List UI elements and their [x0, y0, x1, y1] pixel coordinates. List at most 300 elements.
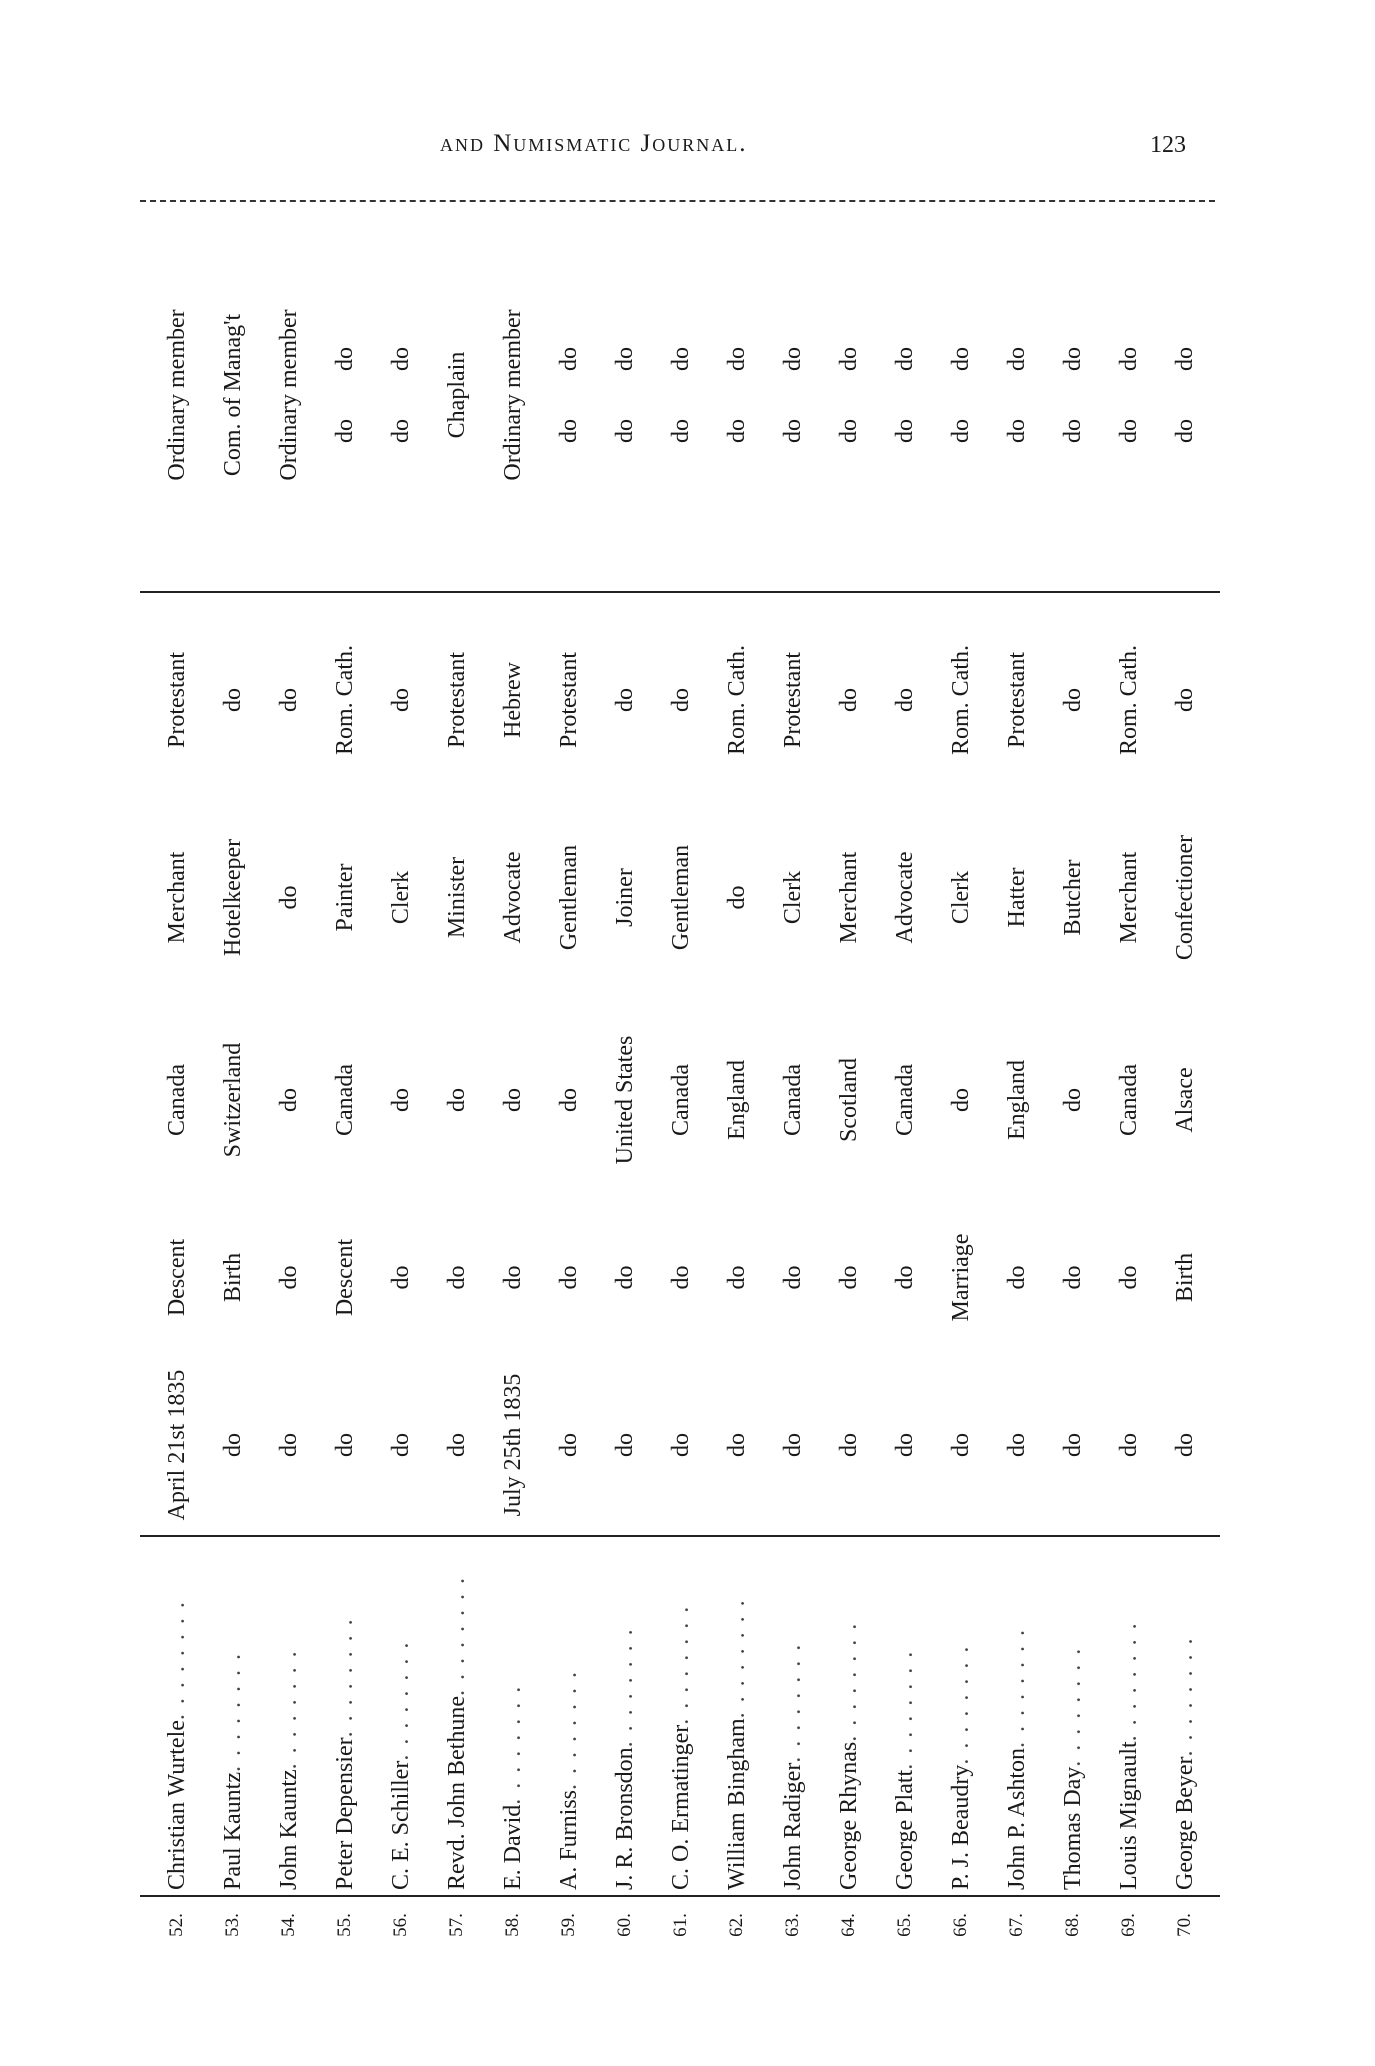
- admission-date-cell: [598, 1360, 652, 1530]
- origin-type: do: [1115, 1265, 1142, 1290]
- birthplace-cell: [486, 1000, 540, 1200]
- leader-dots: . . . . . . . .: [891, 1649, 918, 1770]
- occupation: Gentleman: [667, 844, 694, 951]
- member-name-cell: [206, 1545, 260, 1890]
- occupation: Gentleman: [555, 844, 582, 951]
- origin-type-cell: [150, 1205, 204, 1350]
- admission-date: do: [1059, 1433, 1086, 1457]
- table-row: [150, 205, 204, 1945]
- occupation-cell: [934, 805, 988, 990]
- table-row: [934, 205, 988, 1945]
- member-name-cell: [430, 1545, 484, 1890]
- religion-cell: [822, 600, 876, 800]
- row-number-cell: [598, 1905, 652, 1945]
- birthplace-cell: [710, 1000, 764, 1200]
- occupation-cell: [374, 805, 428, 990]
- admission-date-cell: [990, 1360, 1044, 1530]
- table-row: [1102, 205, 1156, 1945]
- society-role-cell: [710, 205, 764, 585]
- row-number: 59.: [558, 1913, 579, 1937]
- religion-cell: [934, 600, 988, 800]
- row-number-cell: [374, 1905, 428, 1945]
- society-role-cell: [766, 205, 820, 585]
- row-number-cell: [1158, 1905, 1212, 1945]
- admission-date-cell: [766, 1360, 820, 1530]
- leader-dots: . . . . . . . .: [275, 1649, 302, 1770]
- occupation: Advocate: [891, 851, 918, 944]
- religion-cell: [486, 600, 540, 800]
- origin-type: do: [1003, 1265, 1030, 1290]
- religion: Hebrew: [499, 662, 526, 738]
- admission-date: do: [947, 1433, 974, 1457]
- row-number-cell: [654, 1905, 708, 1945]
- religion: do: [891, 688, 918, 712]
- row-number-cell: [206, 1905, 260, 1945]
- occupation-cell: [430, 805, 484, 990]
- society-role-cell: [262, 205, 316, 585]
- society-role: do do: [555, 347, 582, 443]
- origin-type: Birth: [1171, 1252, 1198, 1303]
- origin-type-cell: [1046, 1205, 1100, 1350]
- admission-date-cell: [878, 1360, 932, 1530]
- origin-type-cell: [430, 1205, 484, 1350]
- religion: do: [1059, 688, 1086, 712]
- admission-date-cell: [206, 1360, 260, 1530]
- admission-date-cell: [1102, 1360, 1156, 1530]
- religion-cell: [654, 600, 708, 800]
- row-number-cell: [822, 1905, 876, 1945]
- leader-dots: . . . . . . . .: [555, 1669, 582, 1790]
- religion: do: [387, 688, 414, 712]
- occupation: Merchant: [835, 851, 862, 944]
- member-name: John Kauntz: [275, 1769, 302, 1890]
- birthplace: Scotland: [835, 1058, 862, 1142]
- admission-date: do: [387, 1433, 414, 1457]
- occupation-cell: [150, 805, 204, 990]
- society-role: do do: [1171, 347, 1198, 443]
- leader-dots: . . . . . . . .: [835, 1621, 862, 1742]
- member-name-cell: [1102, 1545, 1156, 1890]
- row-number-cell: [1102, 1905, 1156, 1945]
- origin-type-cell: [934, 1205, 988, 1350]
- religion-cell: [1102, 600, 1156, 800]
- origin-type: do: [443, 1265, 470, 1290]
- religion-cell: [374, 600, 428, 800]
- admission-date: do: [667, 1433, 694, 1457]
- row-number: 66.: [950, 1913, 971, 1937]
- admission-date: do: [1171, 1433, 1198, 1457]
- leader-dots: . . . . . . . .: [499, 1684, 526, 1805]
- row-number: 70.: [1174, 1913, 1195, 1937]
- occupation: Clerk: [947, 870, 974, 925]
- row-number: 52.: [166, 1913, 187, 1937]
- row-number-cell: [710, 1905, 764, 1945]
- origin-type-cell: [486, 1205, 540, 1350]
- admission-date: do: [555, 1433, 582, 1457]
- origin-type-cell: [1102, 1205, 1156, 1350]
- column-rule: [140, 591, 1220, 593]
- table-row: [1158, 205, 1212, 1945]
- birthplace: England: [1003, 1060, 1030, 1140]
- society-role-cell: [1158, 205, 1212, 585]
- row-number: 68.: [1062, 1913, 1083, 1937]
- member-name-cell: [598, 1545, 652, 1890]
- leader-dots: . . . . . . . .: [1115, 1621, 1142, 1742]
- society-role: do do: [1059, 347, 1086, 443]
- religion-cell: [150, 600, 204, 800]
- birthplace-cell: [822, 1000, 876, 1200]
- admission-date-cell: [1046, 1360, 1100, 1530]
- occupation-cell: [822, 805, 876, 990]
- birthplace: Canada: [1115, 1064, 1142, 1136]
- origin-type: do: [275, 1265, 302, 1290]
- religion: do: [611, 688, 638, 712]
- origin-type: do: [723, 1265, 750, 1290]
- member-name: George Rhynas: [835, 1741, 862, 1890]
- religion: do: [219, 688, 246, 712]
- leader-dots: . . . . . . . .: [611, 1627, 638, 1748]
- row-number-cell: [990, 1905, 1044, 1945]
- occupation-cell: [990, 805, 1044, 990]
- admission-date-cell: [150, 1360, 204, 1530]
- leader-dots: . . . . . . . .: [1003, 1627, 1030, 1748]
- birthplace: Alsace: [1171, 1067, 1198, 1133]
- membership-table: [140, 205, 1220, 1945]
- occupation-cell: [878, 805, 932, 990]
- society-role: do do: [947, 347, 974, 443]
- birthplace: do: [387, 1088, 414, 1112]
- origin-type: Marriage: [947, 1233, 974, 1322]
- leader-dots: . . . . . . . .: [667, 1604, 694, 1725]
- origin-type-cell: [206, 1205, 260, 1350]
- member-name: A. Furniss: [555, 1789, 582, 1890]
- admission-date: do: [1003, 1433, 1030, 1457]
- occupation: Joiner: [611, 868, 638, 927]
- member-name: Paul Kauntz: [219, 1772, 246, 1890]
- table-row: [486, 205, 540, 1945]
- row-number-cell: [1046, 1905, 1100, 1945]
- origin-type: do: [891, 1265, 918, 1290]
- admission-date: do: [891, 1433, 918, 1457]
- birthplace-cell: [598, 1000, 652, 1200]
- origin-type: do: [779, 1265, 806, 1290]
- member-name: George Platt: [891, 1769, 918, 1890]
- table-row: [1046, 205, 1100, 1945]
- occupation-cell: [1158, 805, 1212, 990]
- row-number-cell: [486, 1905, 540, 1945]
- society-role-cell: [598, 205, 652, 585]
- row-number-cell: [934, 1905, 988, 1945]
- member-name: J. R. Bronsdon: [611, 1747, 638, 1890]
- society-role: do do: [387, 347, 414, 443]
- occupation: Confectioner: [1171, 834, 1198, 961]
- religion: Rom. Cath.: [947, 645, 974, 756]
- origin-type-cell: [766, 1205, 820, 1350]
- society-role: Chaplain: [443, 351, 470, 439]
- row-number-cell: [542, 1905, 596, 1945]
- admission-date: do: [779, 1433, 806, 1457]
- religion: do: [835, 688, 862, 712]
- column-rule: [140, 1895, 1220, 1897]
- column-rule: [140, 1535, 1220, 1537]
- row-number: 64.: [838, 1913, 859, 1937]
- member-name-cell: [1046, 1545, 1100, 1890]
- row-number-cell: [430, 1905, 484, 1945]
- member-name-cell: [990, 1545, 1044, 1890]
- admission-date: do: [1115, 1433, 1142, 1457]
- admission-date: do: [331, 1433, 358, 1457]
- leader-dots: . . . . . . . .: [387, 1640, 414, 1761]
- origin-type: Descent: [163, 1238, 190, 1317]
- table-row: [990, 205, 1044, 1945]
- member-name-cell: [150, 1545, 204, 1890]
- page-header: [0, 130, 1375, 170]
- member-name: John P. Ashton: [1003, 1747, 1030, 1890]
- table-row: [878, 205, 932, 1945]
- header-rule: [140, 200, 1215, 202]
- member-name: George Beyer: [1171, 1756, 1198, 1890]
- origin-type: Descent: [331, 1238, 358, 1317]
- birthplace: Switzerland: [219, 1042, 246, 1158]
- row-number: 54.: [278, 1913, 299, 1937]
- religion: do: [667, 688, 694, 712]
- society-role: do do: [723, 347, 750, 443]
- member-name: P. J. Beaudry: [947, 1764, 974, 1890]
- admission-date-cell: [318, 1360, 372, 1530]
- occupation-cell: [766, 805, 820, 990]
- birthplace: do: [947, 1088, 974, 1112]
- admission-date: do: [219, 1433, 246, 1457]
- origin-type-cell: [990, 1205, 1044, 1350]
- row-number: 53.: [222, 1913, 243, 1937]
- occupation: Butcher: [1059, 859, 1086, 936]
- member-name-cell: [542, 1545, 596, 1890]
- religion-cell: [206, 600, 260, 800]
- origin-type: do: [387, 1265, 414, 1290]
- birthplace: Canada: [163, 1064, 190, 1136]
- religion-cell: [430, 600, 484, 800]
- row-number-cell: [262, 1905, 316, 1945]
- origin-type-cell: [710, 1205, 764, 1350]
- origin-type: Birth: [219, 1252, 246, 1303]
- society-role: Com. of Manag't: [219, 313, 246, 477]
- society-role-cell: [206, 205, 260, 585]
- admission-date-cell: [374, 1360, 428, 1530]
- society-role-cell: [1046, 205, 1100, 585]
- occupation-cell: [598, 805, 652, 990]
- member-name: Louis Mignault: [1115, 1741, 1142, 1890]
- admission-date-cell: [1158, 1360, 1212, 1530]
- member-name: C. O. Ermatinger: [667, 1724, 694, 1890]
- religion-cell: [1158, 600, 1212, 800]
- leader-dots: . . . . . . . .: [779, 1642, 806, 1763]
- society-role: Ordinary member: [275, 309, 302, 481]
- birthplace: Canada: [331, 1064, 358, 1136]
- origin-type-cell: [598, 1205, 652, 1350]
- occupation-cell: [654, 805, 708, 990]
- birthplace-cell: [990, 1000, 1044, 1200]
- table-row: [262, 205, 316, 1945]
- birthplace: Canada: [667, 1064, 694, 1136]
- birthplace-cell: [542, 1000, 596, 1200]
- admission-date-cell: [430, 1360, 484, 1530]
- leader-dots: . . . . . . . .: [1059, 1646, 1086, 1767]
- birthplace-cell: [206, 1000, 260, 1200]
- member-name: Peter Depensier: [331, 1737, 358, 1890]
- origin-type-cell: [822, 1205, 876, 1350]
- leader-dots: . . . . . . . .: [163, 1600, 190, 1721]
- origin-type: do: [1059, 1265, 1086, 1290]
- member-name-cell: [654, 1545, 708, 1890]
- religion-cell: [766, 600, 820, 800]
- religion: do: [275, 688, 302, 712]
- birthplace-cell: [374, 1000, 428, 1200]
- religion-cell: [1046, 600, 1100, 800]
- society-role: do do: [779, 347, 806, 443]
- birthplace-cell: [878, 1000, 932, 1200]
- table-row: [710, 205, 764, 1945]
- member-name-cell: [878, 1545, 932, 1890]
- leader-dots: . . . . . . . .: [723, 1598, 750, 1719]
- society-role: do do: [835, 347, 862, 443]
- row-number-cell: [878, 1905, 932, 1945]
- religion-cell: [990, 600, 1044, 800]
- society-role: do do: [667, 347, 694, 443]
- origin-type-cell: [318, 1205, 372, 1350]
- table-row: [654, 205, 708, 1945]
- table-row: [766, 205, 820, 1945]
- table-row: [822, 205, 876, 1945]
- birthplace-cell: [430, 1000, 484, 1200]
- birthplace: England: [723, 1060, 750, 1140]
- society-role-cell: [430, 205, 484, 585]
- religion: Rom. Cath.: [723, 645, 750, 756]
- member-name-cell: [486, 1545, 540, 1890]
- society-role: Ordinary member: [499, 309, 526, 481]
- religion-cell: [710, 600, 764, 800]
- admission-date-cell: [542, 1360, 596, 1530]
- member-name: John Radiger: [779, 1762, 806, 1890]
- occupation: Hotelkeeper: [219, 838, 246, 957]
- admission-date-cell: [822, 1360, 876, 1530]
- occupation: Advocate: [499, 851, 526, 944]
- member-name: C. E. Schiller: [387, 1760, 414, 1890]
- religion: Rom. Cath.: [1115, 645, 1142, 756]
- member-name: Christian Wurtele: [163, 1720, 190, 1890]
- birthplace: do: [555, 1088, 582, 1112]
- occupation: Clerk: [387, 870, 414, 925]
- leader-dots: . . . . . . . .: [219, 1652, 246, 1773]
- occupation-cell: [710, 805, 764, 990]
- page-number: 123: [1150, 132, 1186, 158]
- society-role: do do: [611, 347, 638, 443]
- religion-cell: [542, 600, 596, 800]
- occupation: Clerk: [779, 870, 806, 925]
- admission-date-cell: [710, 1360, 764, 1530]
- birthplace: Canada: [779, 1064, 806, 1136]
- admission-date-cell: [486, 1360, 540, 1530]
- leader-dots: . . . . . . . .: [331, 1617, 358, 1738]
- occupation: Hatter: [1003, 867, 1030, 928]
- table-row: [374, 205, 428, 1945]
- leader-dots: . . . . . . . .: [947, 1644, 974, 1765]
- religion: Protestant: [1003, 652, 1030, 748]
- row-number: 55.: [334, 1913, 355, 1937]
- occupation: Merchant: [163, 851, 190, 944]
- row-number: 62.: [726, 1913, 747, 1937]
- society-role-cell: [1102, 205, 1156, 585]
- religion: Rom. Cath.: [331, 645, 358, 756]
- occupation: Merchant: [1115, 851, 1142, 944]
- row-number-cell: [150, 1905, 204, 1945]
- running-title: and Numismatic Journal.: [440, 130, 748, 157]
- occupation: Minister: [443, 856, 470, 939]
- admission-date: July 25th 1835: [499, 1373, 526, 1517]
- birthplace-cell: [1158, 1000, 1212, 1200]
- table-row: [206, 205, 260, 1945]
- row-number-cell: [766, 1905, 820, 1945]
- religion-cell: [878, 600, 932, 800]
- origin-type: do: [667, 1265, 694, 1290]
- religion-cell: [598, 600, 652, 800]
- table-row: [542, 205, 596, 1945]
- society-role-cell: [150, 205, 204, 585]
- admission-date: do: [723, 1433, 750, 1457]
- occupation-cell: [318, 805, 372, 990]
- member-name-cell: [822, 1545, 876, 1890]
- origin-type-cell: [878, 1205, 932, 1350]
- admission-date: do: [443, 1433, 470, 1457]
- birthplace-cell: [1102, 1000, 1156, 1200]
- member-name-cell: [374, 1545, 428, 1890]
- religion-cell: [262, 600, 316, 800]
- religion: Protestant: [555, 652, 582, 748]
- row-number: 69.: [1118, 1913, 1139, 1937]
- origin-type-cell: [374, 1205, 428, 1350]
- society-role-cell: [934, 205, 988, 585]
- member-name-cell: [710, 1545, 764, 1890]
- row-number: 61.: [670, 1913, 691, 1937]
- religion-cell: [318, 600, 372, 800]
- table-row: [598, 205, 652, 1945]
- row-number: 60.: [614, 1913, 635, 1937]
- occupation-cell: [262, 805, 316, 990]
- society-role-cell: [654, 205, 708, 585]
- occupation: Painter: [331, 863, 358, 932]
- religion: Protestant: [779, 652, 806, 748]
- occupation-cell: [486, 805, 540, 990]
- birthplace-cell: [1046, 1000, 1100, 1200]
- society-role-cell: [822, 205, 876, 585]
- origin-type: do: [835, 1265, 862, 1290]
- member-name-cell: [766, 1545, 820, 1890]
- occupation: do: [275, 885, 302, 910]
- table-row: [318, 205, 372, 1945]
- admission-date-cell: [654, 1360, 708, 1530]
- occupation: do: [723, 885, 750, 910]
- birthplace: United States: [611, 1035, 638, 1165]
- admission-date-cell: [262, 1360, 316, 1530]
- origin-type-cell: [262, 1205, 316, 1350]
- origin-type-cell: [542, 1205, 596, 1350]
- row-number: 63.: [782, 1913, 803, 1937]
- origin-type: do: [555, 1265, 582, 1290]
- row-number: 67.: [1006, 1913, 1027, 1937]
- origin-type-cell: [654, 1205, 708, 1350]
- society-role-cell: [486, 205, 540, 585]
- occupation-cell: [542, 805, 596, 990]
- member-name: Revd. John Bethune: [443, 1696, 470, 1890]
